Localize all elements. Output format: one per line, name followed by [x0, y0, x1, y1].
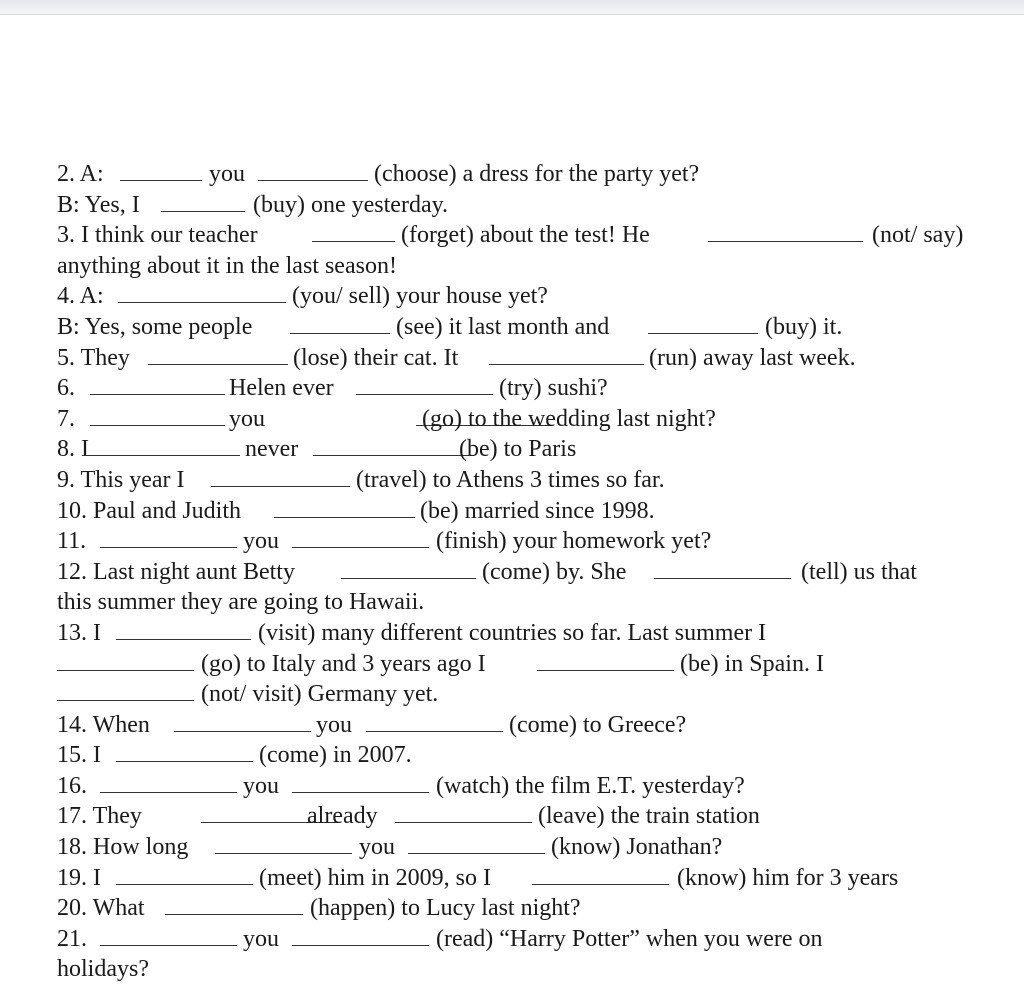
answer-blank[interactable]	[292, 792, 429, 793]
line-text: (come) by. She	[482, 558, 627, 585]
answer-blank[interactable]	[292, 547, 429, 548]
line-text: 2. A:	[57, 161, 104, 187]
answer-blank[interactable]	[90, 394, 225, 395]
exercise-line	[57, 954, 987, 985]
line-text: 7.	[57, 405, 75, 432]
line-text: (you/ sell) your house yet?	[292, 283, 548, 310]
line-text: (buy) it.	[765, 313, 843, 340]
line-text: 13. I	[57, 619, 101, 646]
line-text: never	[245, 436, 299, 463]
exercise-line	[57, 649, 987, 680]
line-text: you	[243, 925, 279, 952]
line-text: (be) in Spain. I	[680, 650, 824, 677]
line-text: (see) it last month and	[396, 313, 610, 340]
line-text: you	[316, 711, 352, 738]
line-text: 9. This year I	[57, 466, 185, 493]
line-text: 21.	[57, 925, 87, 952]
line-text: this summer they are going to Hawaii.	[57, 589, 425, 616]
exercise-line	[57, 159, 987, 190]
line-text: (choose) a dress for the party yet?	[374, 161, 700, 187]
answer-blank[interactable]	[120, 180, 202, 181]
line-text: 15. I	[57, 742, 101, 769]
line-text: 20. What	[57, 895, 145, 922]
line-text: 8. I	[57, 436, 89, 463]
exercise-line	[57, 190, 987, 221]
exercise-line	[57, 587, 987, 618]
answer-blank[interactable]	[165, 914, 303, 915]
exercise-line	[57, 465, 987, 496]
answer-blank[interactable]	[90, 425, 225, 426]
exercise-line	[57, 343, 987, 374]
exercise-line	[57, 281, 987, 312]
worksheet	[57, 159, 987, 985]
line-text: (not/ say)	[872, 222, 964, 249]
answer-blank[interactable]	[118, 302, 286, 303]
line-text: (meet) him in 2009, so I	[259, 864, 491, 891]
line-text: (be) to Paris	[459, 436, 577, 463]
line-text: Helen ever	[229, 375, 334, 402]
line-text: (finish) your homework yet?	[436, 528, 712, 555]
exercise-line	[57, 863, 987, 894]
line-text: (come) in 2007.	[259, 742, 412, 769]
answer-blank[interactable]	[395, 822, 532, 823]
line-text: you	[359, 834, 395, 861]
exercise-line	[57, 740, 987, 771]
line-text: (try) sushi?	[499, 375, 608, 402]
line-text: (leave) the train station	[538, 803, 760, 830]
line-text: (travel) to Athens 3 times so far.	[356, 466, 665, 493]
exercise-line	[57, 832, 987, 863]
line-text: (go) to Italy and 3 years ago I	[201, 650, 486, 677]
line-text: anything about it in the last season!	[57, 252, 397, 279]
line-text: (go) to the wedding last night?	[422, 405, 716, 432]
line-text: (happen) to Lucy last night?	[310, 895, 581, 922]
line-text: 10. Paul and Judith	[57, 497, 241, 524]
answer-blank[interactable]	[211, 486, 350, 487]
line-text: (visit) many different countries so far. Last summer I	[258, 619, 767, 646]
exercise-line	[57, 893, 987, 924]
answer-blank[interactable]	[537, 670, 674, 671]
line-text: 12. Last night aunt Betty	[57, 558, 295, 585]
answer-blank[interactable]	[148, 364, 288, 365]
exercise-line	[57, 801, 987, 832]
answer-blank[interactable]	[341, 578, 476, 579]
answer-blank[interactable]	[366, 731, 503, 732]
answer-blank[interactable]	[313, 455, 473, 456]
answer-blank[interactable]	[274, 517, 415, 518]
line-text: (be) married since 1998.	[420, 497, 655, 524]
line-text: 14. When	[57, 711, 150, 738]
line-text: (watch) the film E.T. yesterday?	[436, 772, 745, 799]
line-text: holidays?	[57, 956, 149, 983]
exercise-line	[57, 557, 987, 588]
line-text: you	[229, 405, 265, 432]
answer-blank[interactable]	[116, 639, 251, 640]
answer-blank[interactable]	[57, 700, 194, 701]
line-text: you	[243, 528, 279, 555]
line-text: 16.	[57, 772, 87, 799]
answer-blank[interactable]	[408, 853, 545, 854]
answer-blank[interactable]	[57, 670, 194, 671]
exercise-line	[57, 404, 987, 435]
line-text: 18. How long	[57, 834, 189, 861]
answer-blank[interactable]	[290, 333, 390, 334]
window-top-bar	[0, 0, 1024, 15]
line-text: 17. They	[57, 803, 142, 830]
answer-blank[interactable]	[292, 945, 429, 946]
line-text: B: Yes, some people	[57, 313, 253, 340]
answer-blank[interactable]	[708, 241, 863, 242]
line-text: (know) him for 3 years	[677, 864, 899, 891]
answer-blank[interactable]	[100, 547, 237, 548]
exercise-line	[57, 924, 987, 955]
line-text: 11.	[57, 528, 87, 555]
line-text: (forget) about the test! He	[401, 222, 650, 249]
answer-blank[interactable]	[489, 364, 644, 365]
line-text: 19. I	[57, 864, 101, 891]
answer-blank[interactable]	[116, 761, 253, 762]
line-text: (come) to Greece?	[509, 711, 687, 738]
answer-blank[interactable]	[100, 792, 237, 793]
line-text: (run) away last week.	[649, 344, 856, 371]
line-text: 4. A:	[57, 283, 104, 310]
line-text: (tell) us that	[801, 558, 917, 585]
answer-blank[interactable]	[174, 731, 311, 732]
exercise-line	[57, 373, 987, 404]
line-text: you	[209, 161, 245, 187]
answer-blank[interactable]	[532, 884, 669, 885]
answer-blank[interactable]	[100, 945, 237, 946]
line-text: you	[243, 772, 279, 799]
line-text: B: Yes, I	[57, 191, 140, 218]
line-text: (not/ visit) Germany yet.	[201, 681, 439, 708]
exercise-line	[57, 496, 987, 527]
answer-blank[interactable]	[654, 578, 791, 579]
exercise-line	[57, 710, 987, 741]
answer-blank[interactable]	[161, 211, 245, 212]
line-text: (buy) one yesterday.	[253, 191, 449, 218]
exercise-line	[57, 679, 987, 710]
exercise-line	[57, 251, 987, 282]
line-text: (lose) their cat. It	[293, 344, 459, 371]
exercise-line	[57, 618, 987, 649]
exercise-line	[57, 220, 987, 251]
exercise-line	[57, 771, 987, 802]
line-text: (know) Jonathan?	[551, 834, 723, 861]
answer-blank[interactable]	[258, 180, 368, 181]
answer-blank[interactable]	[648, 333, 758, 334]
line-text: already	[307, 803, 378, 830]
line-text: 6.	[57, 375, 75, 402]
answer-blank[interactable]	[215, 853, 352, 854]
exercise-line	[57, 434, 987, 465]
line-text: 3. I think our teacher	[57, 222, 258, 249]
line-text: (read) “Harry Potter” when you were on	[436, 925, 823, 952]
exercise-line	[57, 526, 987, 557]
answer-blank[interactable]	[356, 394, 493, 395]
exercise-line	[57, 312, 987, 343]
answer-blank[interactable]	[312, 241, 395, 242]
line-text: 5. They	[57, 344, 130, 371]
answer-blank[interactable]	[116, 884, 253, 885]
answer-blank[interactable]	[82, 455, 240, 456]
